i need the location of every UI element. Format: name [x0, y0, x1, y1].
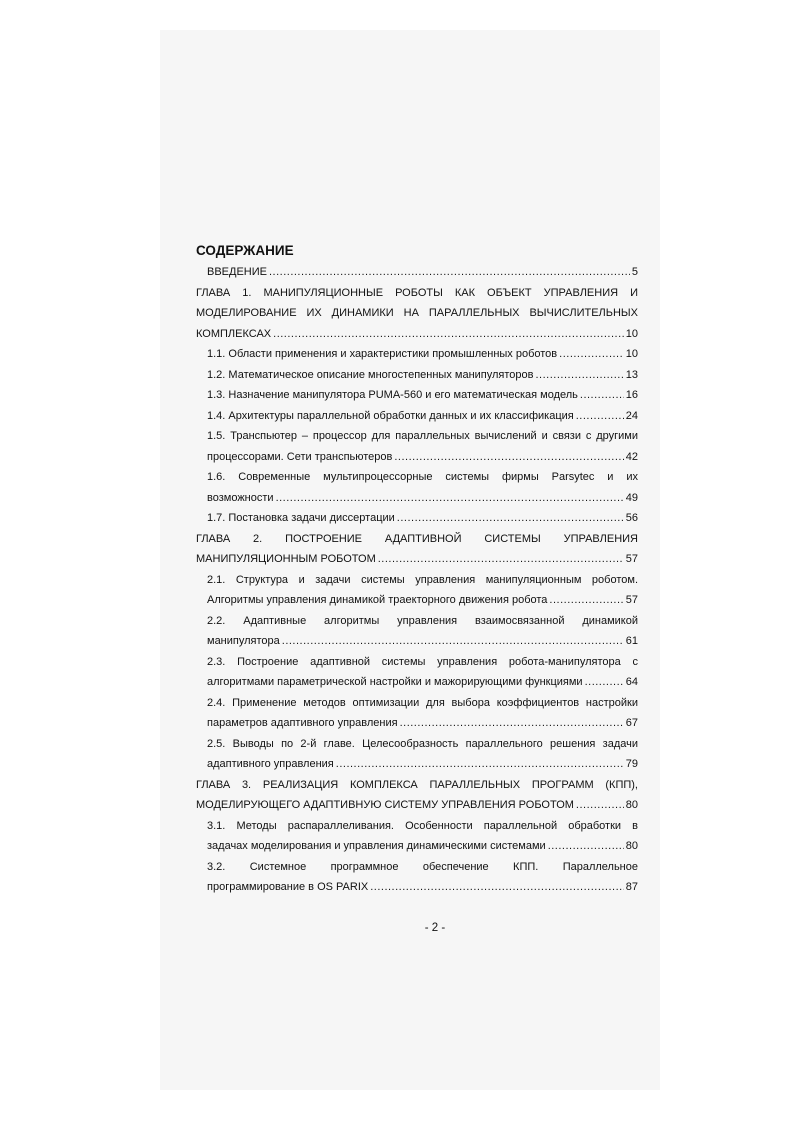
toc-entry[interactable] [196, 570, 638, 611]
toc-page-number: 80 [625, 840, 638, 852]
toc-entry-line: 2.1. Структура и задачи системы управления манипуляционным роботом. [207, 573, 638, 586]
toc-entry[interactable] [196, 857, 638, 898]
toc-entry-title: 1.1. Области применения и характеристики промышленных роботов [207, 348, 558, 360]
toc-entry-line: 3.1. Методы распараллеливания. Особенности параллельной обработки в [207, 819, 638, 832]
toc-dot-leader [549, 590, 623, 611]
toc-entry-last-line [207, 877, 638, 898]
toc-entry-title: процессорами. Сети транспьютеров [207, 450, 393, 463]
toc-entry-line: 1.6. Современные мультипроцессорные системы фирмы Parsytec и их [207, 471, 638, 483]
toc-entry-last-line [207, 713, 638, 734]
toc-entry-line: 2.4. Применение методов оптимизации для выбора коэффициентов настройки [207, 696, 638, 709]
toc-entry[interactable] [196, 734, 638, 775]
toc-dot-leader [585, 672, 624, 693]
toc-dot-leader [370, 877, 624, 898]
table-of-contents [196, 240, 638, 898]
toc-page-number: 67 [625, 717, 638, 729]
toc-entry-last-line [207, 488, 638, 509]
toc-entry[interactable] [196, 283, 638, 345]
toc-entry-title: ВВЕДЕНИЕ [207, 266, 267, 278]
toc-entry[interactable] [196, 385, 638, 406]
toc-entry-title: параметров адаптивного управления [207, 717, 398, 729]
toc-page-number: 16 [625, 389, 638, 401]
toc-entry-title: 1.4. Архитектуры параллельной обработки данных и их классификация [207, 409, 574, 422]
toc-page-number: 79 [625, 758, 638, 770]
toc-entry-line: 3.2. Системное программное обеспечение КПП. Параллельное [207, 860, 638, 873]
toc-entry-line: 2.5. Выводы по 2-й главе. Целесообразность параллельного решения задачи [207, 737, 638, 750]
toc-entry-last-line [207, 590, 638, 611]
toc-dot-leader [400, 713, 624, 734]
toc-entries [196, 262, 638, 898]
toc-entry-last-line [207, 631, 638, 652]
toc-dot-leader [394, 447, 623, 468]
toc-dot-leader [580, 385, 624, 406]
toc-page-number: 56 [625, 512, 638, 524]
toc-entry-title: манипулятора [207, 635, 280, 647]
toc-entry-last-line [207, 385, 638, 406]
toc-entry[interactable] [196, 693, 638, 734]
toc-page-number: 87 [625, 881, 638, 893]
toc-entry-last-line [207, 508, 638, 529]
toc-entry-line: ГЛАВА 3. РЕАЛИЗАЦИЯ КОМПЛЕКСА ПАРАЛЛЕЛЬНЫХ ПРОГРАММ (КПП), [196, 778, 638, 791]
toc-dot-leader [559, 344, 624, 365]
toc-page-number: 13 [625, 368, 638, 381]
toc-page-number: 10 [625, 348, 638, 360]
toc-entry[interactable] [196, 775, 638, 816]
toc-page-number: 10 [625, 327, 638, 340]
toc-dot-leader [397, 508, 624, 529]
toc-page-number: 64 [625, 676, 638, 688]
toc-dot-leader [269, 262, 630, 283]
toc-entry-last-line [207, 672, 638, 693]
toc-page-number: 49 [625, 491, 638, 504]
toc-page-number: 24 [625, 409, 638, 422]
toc-page-number: 42 [625, 450, 638, 463]
toc-entry-title: Алгоритмы управления динамикой траекторного движения робота [207, 594, 548, 606]
toc-page-number: 5 [631, 266, 638, 278]
toc-entry-last-line [196, 324, 638, 345]
toc-entry[interactable] [196, 652, 638, 693]
toc-entry[interactable] [196, 344, 638, 365]
toc-entry-title: КОМПЛЕКСАХ [196, 327, 272, 340]
toc-dot-leader [276, 488, 624, 509]
toc-page-number: 57 [625, 594, 638, 606]
toc-dot-leader [336, 754, 624, 775]
toc-dot-leader [378, 549, 624, 570]
toc-entry-line: 2.3. Построение адаптивной системы управления робота-манипулятора с [207, 655, 638, 668]
toc-entry-last-line [207, 836, 638, 857]
toc-entry-title: алгоритмами параметрической настройки и мажорирующими функциями [207, 676, 583, 688]
toc-entry-line: МОДЕЛИРОВАНИЕ ИХ ДИНАМИКИ НА ПАРАЛЛЕЛЬНЫХ ВЫЧИСЛИТЕЛЬНЫХ [196, 307, 638, 319]
toc-page-number: 57 [625, 553, 638, 565]
toc-entry-title: 1.2. Математическое описание многостепенных манипуляторов [207, 368, 534, 381]
toc-entry[interactable] [196, 816, 638, 857]
toc-entry-title: программирование в OS PARIX [207, 881, 369, 893]
toc-entry-last-line [207, 262, 638, 283]
toc-entry-last-line [207, 447, 638, 468]
toc-entry-line: 1.5. Транспьютер – процессор для параллельных вычислений и связи с другими [207, 430, 638, 442]
toc-entry[interactable] [196, 426, 638, 467]
toc-page-number: 61 [625, 635, 638, 647]
toc-entry[interactable] [196, 529, 638, 570]
toc-dot-leader [576, 795, 624, 816]
toc-title: СОДЕРЖАНИЕ [196, 243, 294, 258]
toc-entry[interactable] [196, 406, 638, 427]
toc-entry-title: МАНИПУЛЯЦИОННЫМ РОБОТОМ [196, 553, 376, 565]
toc-entry-title: адаптивного управления [207, 758, 334, 770]
toc-entry-title: возможности [207, 491, 274, 504]
toc-entry-last-line [207, 406, 638, 427]
toc-dot-leader [282, 631, 624, 652]
toc-entry-title: МОДЕЛИРУЮЩЕГО АДАПТИВНУЮ СИСТЕМУ УПРАВЛЕНИЯ РОБОТОМ [196, 799, 574, 811]
toc-entry[interactable] [196, 508, 638, 529]
toc-entry-line: 2.2. Адаптивные алгоритмы управления взаимосвязанной динамикой [207, 614, 638, 627]
toc-dot-leader [576, 406, 624, 427]
toc-dot-leader [273, 324, 624, 345]
toc-entry-last-line [196, 549, 638, 570]
toc-entry-last-line [196, 795, 638, 816]
toc-entry[interactable] [196, 467, 638, 508]
toc-dot-leader [536, 365, 624, 386]
toc-entry-title: 1.7. Постановка задачи диссертации [207, 512, 395, 524]
toc-entry-last-line [207, 344, 638, 365]
toc-entry-line: ГЛАВА 1. МАНИПУЛЯЦИОННЫЕ РОБОТЫ КАК ОБЪЕКТ УПРАВЛЕНИЯ И [196, 286, 638, 299]
toc-entry-last-line [207, 365, 638, 386]
toc-entry-line: ГЛАВА 2. ПОСТРОЕНИЕ АДАПТИВНОЙ СИСТЕМЫ УПРАВЛЕНИЯ [196, 532, 638, 545]
toc-entry[interactable] [196, 365, 638, 386]
toc-page-number: 80 [625, 799, 638, 811]
toc-entry-title: 1.3. Назначение манипулятора PUMA-560 и его математическая модель [207, 389, 578, 401]
toc-entry-title: задачах моделирования и управления динамическими системами [207, 840, 546, 852]
toc-entry-last-line [207, 754, 638, 775]
page-number: - 2 - [424, 922, 446, 934]
toc-entry[interactable] [196, 611, 638, 652]
toc-entry[interactable] [196, 262, 638, 283]
toc-dot-leader [548, 836, 624, 857]
